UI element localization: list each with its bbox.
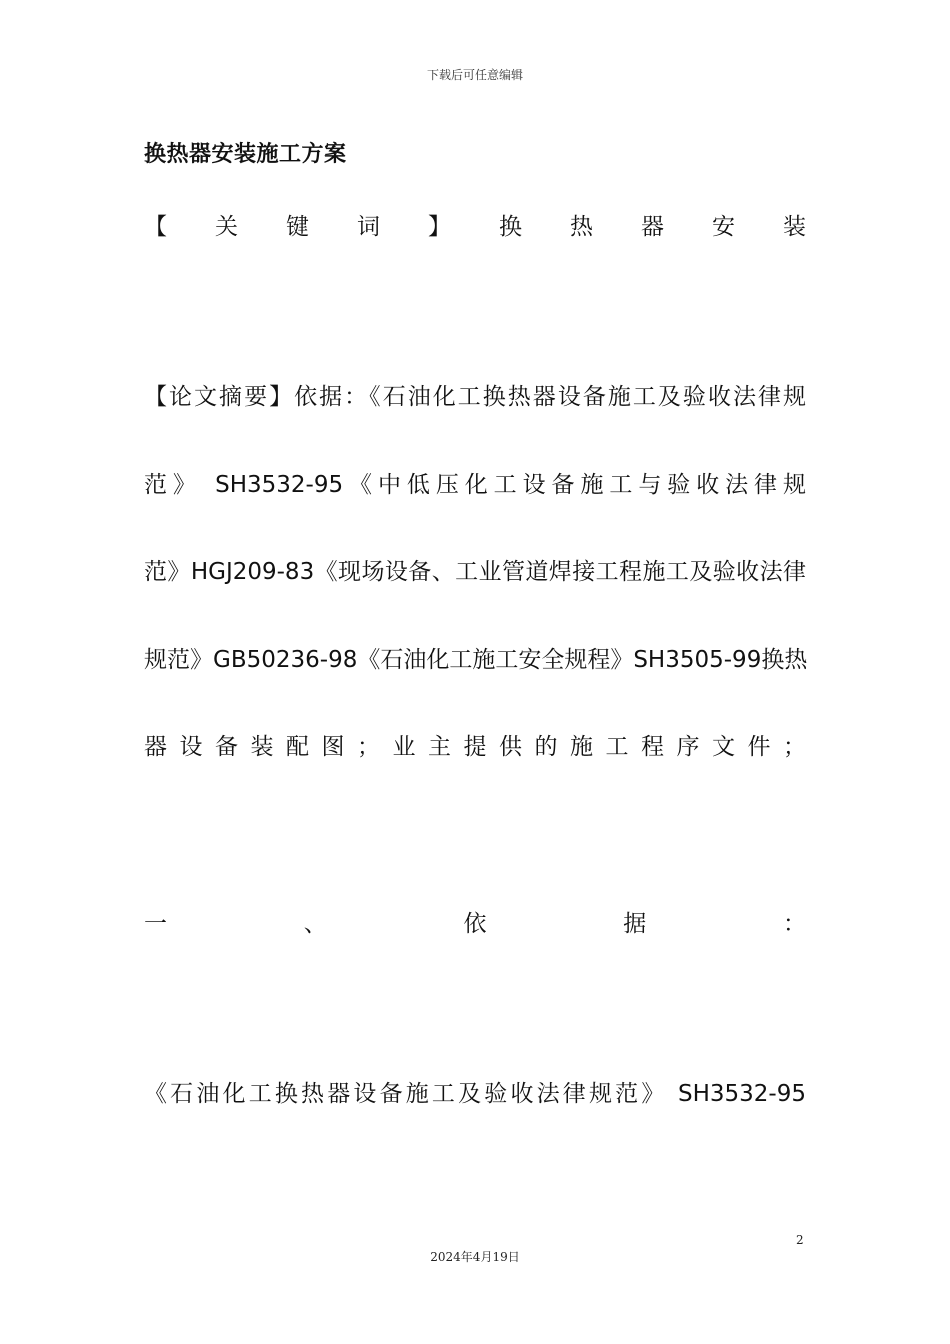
keyword-char: 器	[641, 214, 664, 240]
abstract-line: 规范》GB50236-98《石油化工施工安全规程》SH3505-99换热	[144, 647, 808, 673]
abstract-line: 器设备装配图；业主提供的施工程序文件；	[144, 734, 806, 760]
keyword-char: 词	[357, 214, 380, 240]
heading-char: 一	[144, 911, 167, 937]
keyword-char: 安	[712, 214, 735, 240]
keyword-char: 键	[286, 214, 309, 240]
keyword-char: 装	[783, 214, 806, 240]
heading-char: ：	[783, 911, 806, 937]
abstract-line: 【论文摘要】依据：《石油化工换热器设备施工及验收法律规	[144, 384, 806, 410]
keyword-char: 关	[215, 214, 238, 240]
keywords-line	[144, 208, 806, 241]
heading-char: 据	[623, 911, 647, 937]
keyword-char: 热	[570, 214, 593, 240]
document-title: 换热器安装施工方案	[144, 142, 347, 167]
abstract-line: 范》HGJ209-83《现场设备、工业管道焊接工程施工及验收法律	[144, 559, 806, 585]
basis-line: 《石油化工换热器设备施工及验收法律规范》 SH3532-95	[144, 1081, 806, 1107]
section-heading	[144, 905, 806, 938]
heading-char: 依	[463, 911, 487, 937]
page-number: 2	[796, 1233, 804, 1247]
heading-char: 、	[303, 911, 327, 937]
keyword-char: 】	[428, 214, 451, 240]
abstract-line: 范》 SH3532-95《中低压化工设备施工与验收法律规	[144, 472, 806, 498]
keyword-char: 换	[499, 214, 522, 240]
footer-date: 2024年4月19日	[430, 1250, 520, 1264]
header-note: 下载后可任意编辑	[426, 68, 523, 82]
keyword-char: 【	[144, 214, 167, 240]
